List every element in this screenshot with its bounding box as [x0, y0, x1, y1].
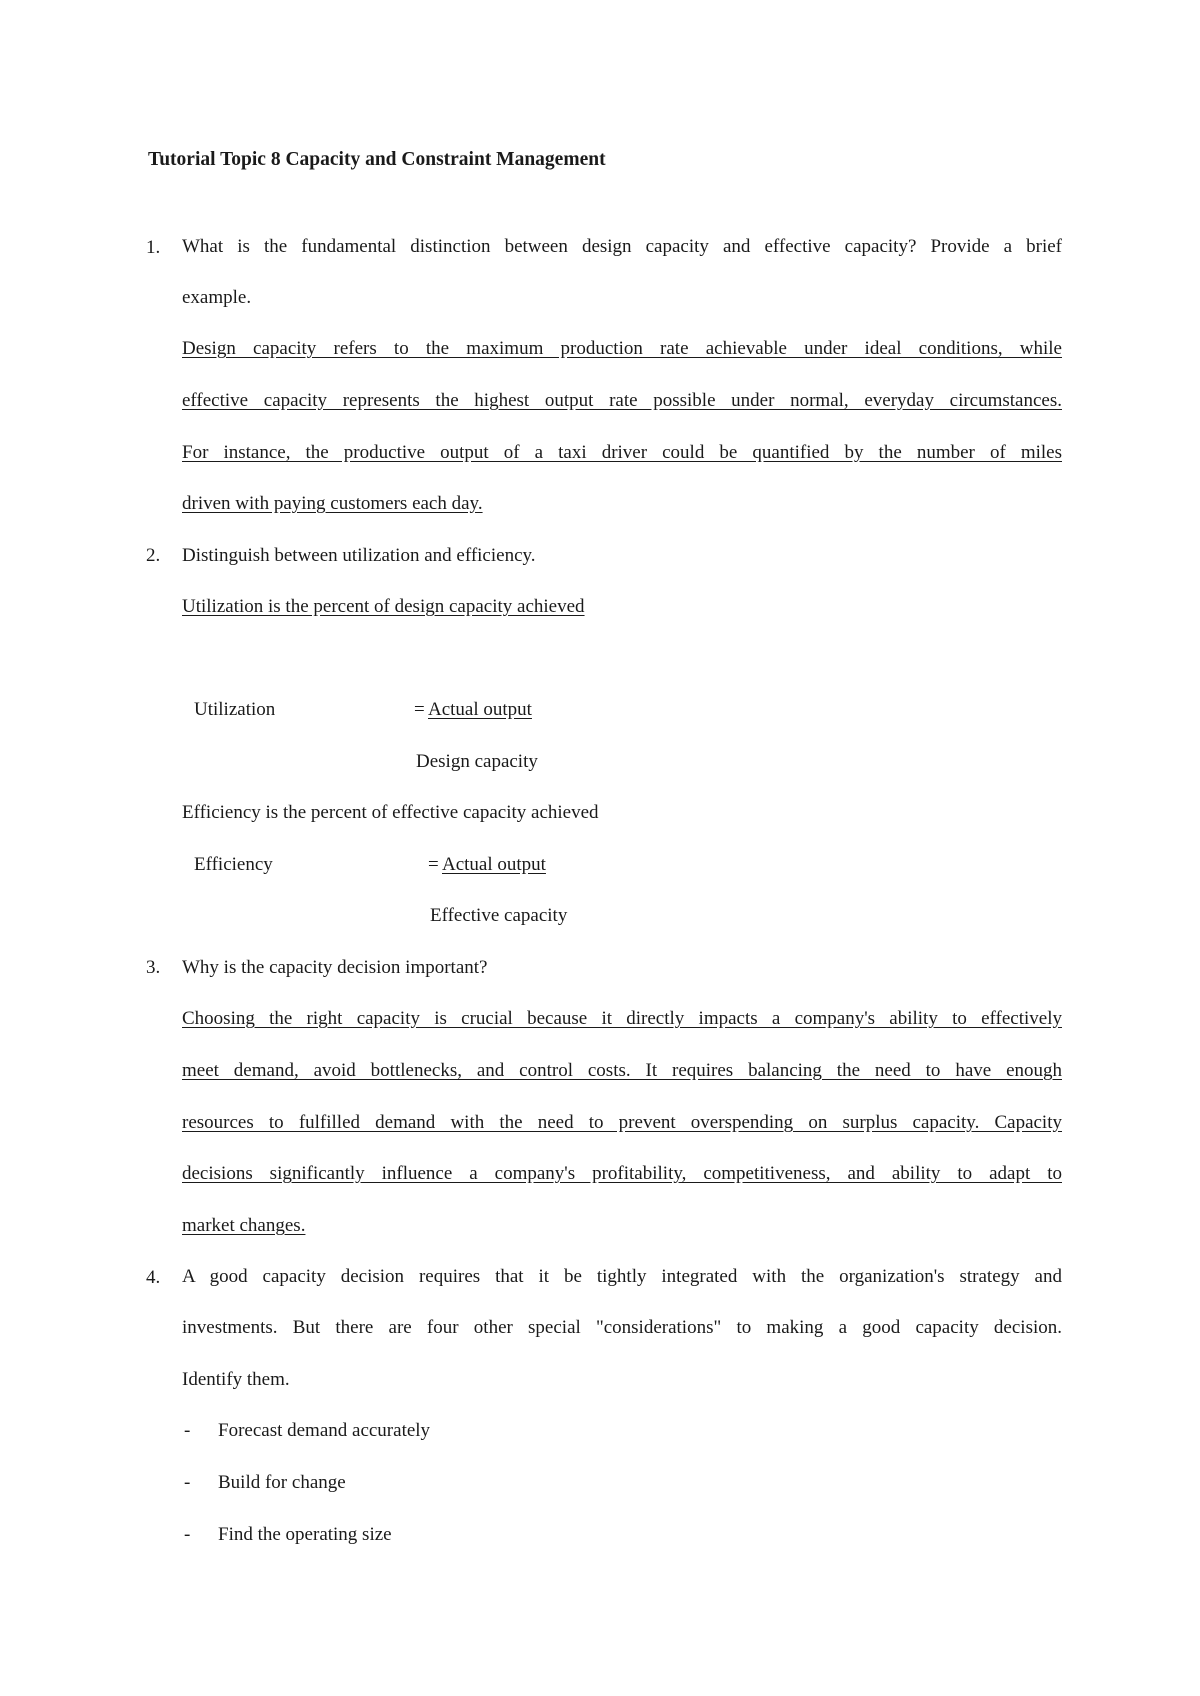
q3-answer-line-4: decisions significantly influence a company's profitability, competitiveness, and ability to adapt to: [182, 1163, 1062, 1184]
q3-answer-line-3: resources to fulfilled demand with the need to prevent overspending on surplus capacity. Capacity: [182, 1112, 1062, 1133]
q3-answer-line-2: meet demand, avoid bottlenecks, and control costs. It requires balancing the need to have enough: [182, 1060, 1062, 1081]
efficiency-equals: =: [428, 854, 439, 875]
q2-answer: Utilization is the percent of design capacity achieved: [182, 596, 585, 617]
q3-number: 3.: [146, 957, 161, 978]
document-title: Tutorial Topic 8 Capacity and Constraint Management: [148, 149, 606, 170]
q4-question-line-1: A good capacity decision requires that it be tightly integrated with the organization's strategy and: [182, 1266, 1062, 1287]
q2-number: 2.: [146, 545, 161, 566]
efficiency-label: Efficiency: [194, 854, 273, 875]
q1-question-line-1: What is the fundamental distinction between design capacity and effective capacity? Provide a brief: [182, 236, 1062, 257]
utilization-denominator: Design capacity: [416, 751, 538, 772]
q1-answer-line-2: effective capacity represents the highest output rate possible under normal, everyday circumstances.: [182, 390, 1062, 411]
efficiency-denominator: Effective capacity: [430, 905, 568, 926]
list-bullet: -: [184, 1472, 191, 1493]
q4-question-line-2: investments. But there are four other special "considerations" to making a good capacity decision.: [182, 1317, 1062, 1338]
list-bullet: -: [184, 1420, 191, 1441]
q1-answer-line-1: Design capacity refers to the maximum production rate achievable under ideal conditions, while: [182, 338, 1062, 359]
q1-question-line-2: example.: [182, 287, 252, 308]
q3-question: Why is the capacity decision important?: [182, 957, 488, 978]
utilization-numerator: Actual output: [428, 699, 532, 720]
utilization-label: Utilization: [194, 699, 276, 720]
q4-number: 4.: [146, 1267, 161, 1288]
q1-answer-line-3: For instance, the productive output of a taxi driver could be quantified by the number of miles: [182, 442, 1062, 463]
list-item: Find the operating size: [218, 1524, 392, 1545]
list-bullet: -: [184, 1524, 191, 1545]
q2-question: Distinguish between utilization and efficiency.: [182, 545, 536, 566]
q4-question-line-3: Identify them.: [182, 1369, 290, 1390]
q1-answer-line-4: driven with paying customers each day.: [182, 493, 483, 514]
efficiency-numerator: Actual output: [442, 854, 546, 875]
q3-answer-line-1: Choosing the right capacity is crucial because it directly impacts a company's ability to effectively: [182, 1008, 1062, 1029]
q1-number: 1.: [146, 237, 161, 258]
list-item: Forecast demand accurately: [218, 1420, 431, 1441]
q3-answer-line-5: market changes.: [182, 1215, 306, 1236]
utilization-equals: =: [414, 699, 425, 720]
efficiency-definition: Efficiency is the percent of effective capacity achieved: [182, 802, 599, 823]
list-item: Build for change: [218, 1472, 346, 1493]
